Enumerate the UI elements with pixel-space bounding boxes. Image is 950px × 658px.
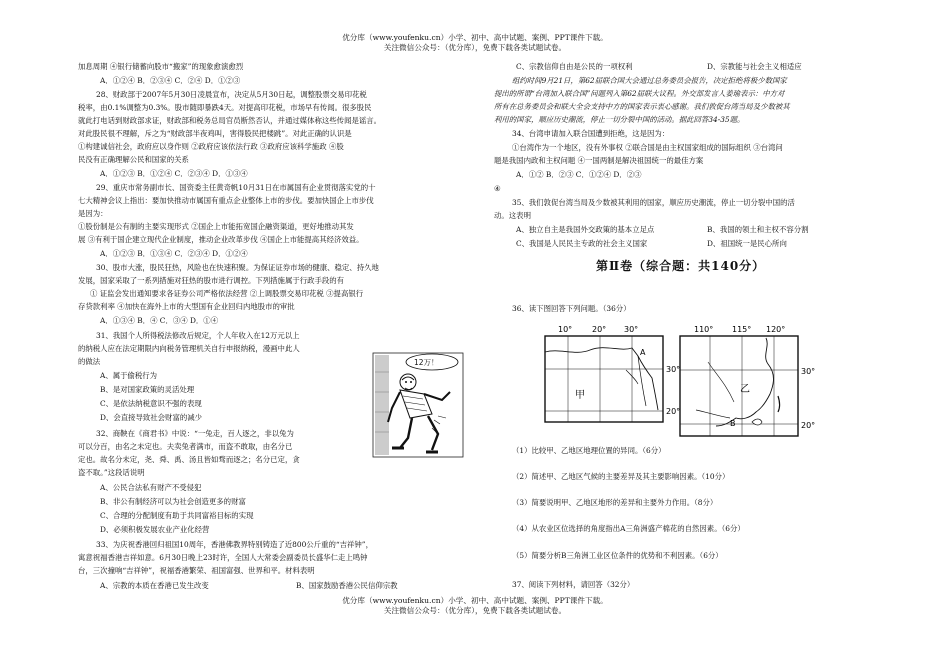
q36-sub-5: （5）简要分析B三角洲工业区位条件的优势和不利因素。（6分）	[512, 551, 723, 560]
map-lon-label: 20°	[592, 325, 607, 334]
q32-option-a: A、公民合法私有财产不受侵犯	[100, 483, 202, 492]
q31-line: 的纳税人应在法定期限内向税务管理机关自行申报纳税，漫画中此人	[78, 344, 300, 353]
q29-line: 是因为：	[78, 209, 108, 218]
footer-line-2: 关注微信公众号：（优分库），免费下载各类试题试卷。	[383, 606, 567, 615]
q34-line: ①台湾作为一个地区，没有外事权 ②联合国是由主权国家组成的国际组织 ③台湾问	[512, 143, 783, 152]
q30-line: ① 证监会发出通知要求各证券公司严格依法经营 ②上调股票交易印花税 ③提高银行	[90, 289, 364, 298]
q28-line: 28、财政部于2007年5月30日凌晨宣布，决定从5月30日起，调整股票交易印花税	[96, 90, 367, 99]
q33-option-a: A、宗教的本质在香港已发生改变	[100, 581, 209, 590]
q32-option-b: B、非公有制经济可以为社会创造更多的财富	[100, 497, 246, 506]
q32-line: 盗不取。”这段话说明	[78, 468, 145, 477]
region-label-yi: 乙	[740, 384, 750, 395]
q36-sub-3: （3）简要说明甲、乙地区地形的差异和主要外力作用。（8分）	[512, 498, 718, 507]
q27-tail: 加息周期 ④银行储蓄向股市“搬家”的现象愈演愈烈	[78, 62, 244, 71]
part-two-title: 第Ⅱ卷（综合题：共140分）	[596, 259, 766, 273]
tax-cartoon	[372, 352, 464, 458]
q28-line: 税率，由0.1%调整为0.3%。股市随即暴跌4天。对提高印花税，市场早有传闻。很多股民	[78, 103, 372, 112]
point-label-a: A	[640, 348, 646, 357]
q33-option-c: C、宗教信仰自由是公民的一项权利	[516, 62, 633, 71]
q31-option-a: A、属于偷税行为	[100, 371, 158, 380]
map-right-frame	[680, 336, 798, 436]
q28-line: 对此股民很不理解，斥之为“财政部半夜鸡叫，害得股民把楼跳”。对此正确的认识是	[78, 129, 352, 138]
map-lat-label: 30°	[666, 365, 681, 374]
region-label-jia: 甲	[575, 390, 585, 401]
q34-options-wrap: ④	[494, 184, 501, 193]
q36-sub-1: （1）比较甲、乙地区地理位置的异同。（6分）	[512, 446, 666, 455]
point-label-b: B	[730, 419, 736, 428]
material-line: 提出的所谓“台湾加入联合国”问题列入第62届联大议程。外交部发言人姜瑜表示：中方对	[494, 89, 785, 98]
q36-sub-4: （4）从农业区位选择的角度指出A三角洲盛产棉花的自然因素。（6分）	[512, 524, 745, 533]
q32-option-c: C、合理的分配制度有助于共同富裕目标的实现	[100, 511, 254, 520]
header-line-2: 关注微信公众号：（优分库），免费下载各类试题试卷。	[383, 43, 567, 52]
material-line: 利用的国家，顺应历史潮流，停止一切分裂中国的活动。据此回答34-35题。	[494, 115, 745, 124]
q30-line: 发展，国家采取了一系列措施对狂热的股市进行调控。下列措施属于行政手段的有	[78, 276, 345, 285]
footer-line-1: 优分库（www.youfenku.cn）小学、初中、高中试题、案例、PPT课件下载。	[342, 596, 608, 605]
q33-line: 台，三次撞响“吉祥钟”，祝福香港繁荣、祖国富强、世界和平。材料表明	[78, 566, 315, 575]
q32-line: 可以分百，由名之未定也。夫卖兔者满市，而盗不敢取，由名分已	[78, 442, 293, 451]
map-lat-label: 20°	[801, 421, 816, 430]
q30-line: 存贷款利率 ④加快在海外上市的大型国有企业回归内地股市的审批	[78, 302, 295, 311]
q31-line: 的做法	[78, 357, 101, 366]
q32-line: 32、商鞅在《商君书》中说：“一兔走，百人逐之，非以兔为	[96, 429, 294, 438]
q35-option-d: D、祖国统一是民心所向	[707, 239, 787, 248]
q33-line: 寓意祝福香港吉祥如意。6月30日晚上23时许，全国人大常委会副委员长盛华仁走上鸣钟	[78, 553, 368, 562]
map-lon-label: 120°	[766, 325, 786, 334]
map-lat-label: 20°	[666, 407, 681, 416]
q35-option-a: A、独立自主是我国外交政策的基本立足点	[516, 225, 655, 234]
q32-line: 定也。故名分未定，尧、舜、禹、汤且皆如骛而逐之；名分已定，贪	[78, 455, 300, 464]
q34-line: 题是我国内政和主权问题 ④一国两制是解决祖国统一的最佳方案	[494, 156, 704, 165]
q31-option-d: D、会直接导致社会财富的减少	[100, 413, 203, 422]
q31-option-c: C、是依法纳税意识不强的表现	[100, 399, 202, 408]
q34-options: A．①② B．②③ C．①②④ D．②③	[516, 170, 642, 179]
q37-title: 37、阅读下列材料，请回答（32分）	[512, 580, 635, 589]
map-lon-label: 30°	[624, 325, 639, 334]
q31-line: 31、我国个人所得税法修改后规定，个人年收入在12万元以上	[96, 331, 300, 340]
map-lon-label: 110°	[694, 325, 714, 334]
q29-line: 29、重庆市常务副市长、国资委主任黄奇帆10月31日在市属国有企业贯彻落实党的十	[96, 183, 376, 192]
q32-option-d: D、必须积极发展农业产业化经营	[100, 525, 210, 534]
q35-option-c: C、我国是人民民主专政的社会主义国家	[516, 239, 648, 248]
q30-options: A．①③④ B．④ C．③④ D．①④	[100, 316, 219, 325]
q31-option-b: B、是对国家政策的灵活处理	[100, 385, 195, 394]
q35-line: 35、我们敦促台湾当局及少数被其利用的国家，顺应历史潮流，停止一切分裂中国的活	[512, 198, 795, 207]
map-lon-label: 10°	[558, 325, 573, 334]
q35-line: 动。这表明	[494, 211, 531, 220]
q30-line: 30、股市大涨，股民狂热，风险也在快速积聚。为保证证券市场的健康、稳定、持久地	[96, 263, 379, 272]
q27-options: A．①②④ B．②③④ C．②④ D．①②③	[100, 76, 241, 85]
map-lon-label: 115°	[732, 325, 752, 334]
q29-line: 展 ③有利于国企建立现代企业制度，推动企业改革步伐 ④国企上市能提高其经济效益。	[78, 235, 364, 244]
q29-line: ①股份制是公有制的主要实现形式 ②国企上市能拓宽国企融资渠道，更好地推动其发	[78, 222, 354, 231]
material-line: 组约时间9月21日，第62届联合国大会通过总务委员会报告，决定拒绝将极少数国家	[512, 76, 787, 85]
q34-line: 34、台湾申请加入联合国遭到拒绝，这是因为：	[512, 129, 670, 138]
q29-line: 七大精神会议上指出：要加快推动市属国有重点企业整体上市的步伐。要加快国企上市步伐	[78, 196, 374, 205]
q33-line: 33、为庆祝香港回归祖国10周年，香港佛教界特别铸造了近800公斤重的“吉祥钟”，	[96, 540, 373, 549]
material-line: 所有在总务委员会和联大全会支持中方的国家表示衷心感谢。我们敦促台湾当局及少数被其	[494, 102, 790, 111]
header-line-1: 优分库（www.youfenku.cn）小学、初中、高中试题、案例、PPT课件下载。	[342, 33, 608, 42]
q28-line: 就此打电话到财政部求证，财政部和税务总局官员断然否认，并通过媒体称这些传闻是谣言。	[78, 116, 382, 125]
region-map	[530, 322, 820, 438]
q36-sub-2: （2）简述甲、乙地区气候的主要差异及其主要影响因素。（10分）	[512, 472, 730, 481]
q35-option-b: B、我国的领土和主权不容分割	[707, 225, 809, 234]
map-lat-label: 30°	[801, 367, 816, 376]
cartoon-label: 12万！	[414, 358, 439, 367]
q33-option-b: B、国家鼓励香港公民信仰宗教	[296, 581, 398, 590]
q33-option-d: D、宗教能与社会主义相适应	[707, 62, 802, 71]
q28-line: 民没有正确理解公民和国家的关系	[78, 155, 189, 164]
q36-title: 36、读下图回答下列问题。（36分）	[512, 304, 631, 313]
q28-line: ①构建诚信社会，政府应以身作则 ②政府应该依法行政 ③政府应该科学施政 ④股	[78, 142, 344, 151]
q29-options: A．①②③ B．①③④ C．②③④ D．①②④	[100, 249, 248, 258]
q28-options: A．①②③ B．①②④ C．②③④ D．①③④	[100, 169, 248, 178]
